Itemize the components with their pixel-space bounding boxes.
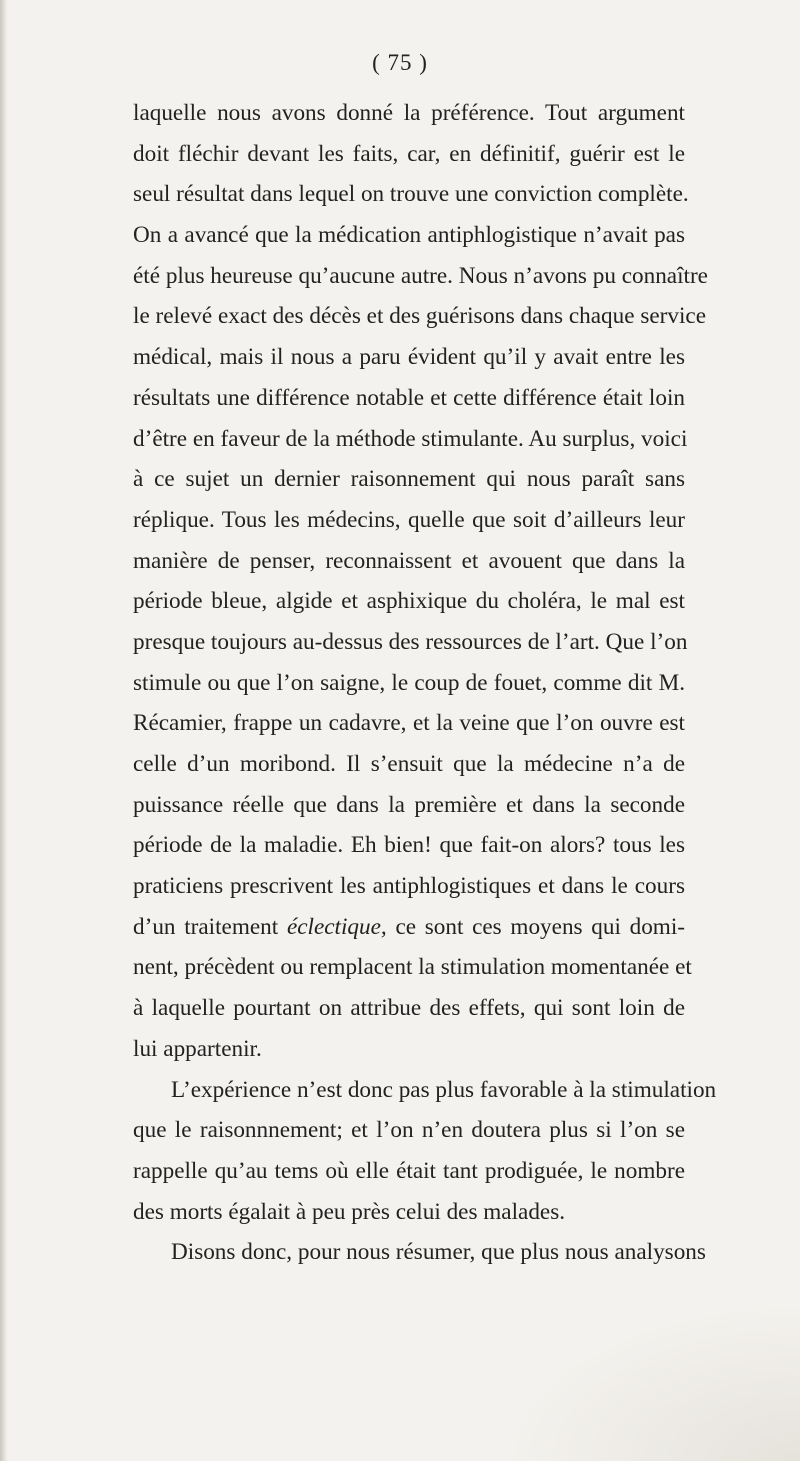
text-line: le relevé exact des décès et des guérisons dans chaque service — [133, 303, 706, 330]
text-line: réplique. Tous les médecins, quelle que soit d’ailleurs leur — [133, 506, 685, 533]
text-line: d’être en faveur de la méthode stimulante. Au surplus, voici — [133, 425, 688, 452]
text-line: période de la maladie. Eh bien! que fait-on alors? tous les — [133, 832, 685, 859]
text-line: rappelle qu’au tems où elle était tant prodiguée, le nombre — [133, 1157, 685, 1184]
text-line: presque toujours au-dessus des ressources de l’art. Que l’on — [133, 628, 688, 655]
text-line: Récamier, frappe un cadavre, et la veine que l’on ouvre est — [133, 710, 685, 737]
text-line-with-italic — [133, 907, 685, 948]
text-line: stimule ou que l’on saigne, le coup de fouet, comme dit M. — [133, 669, 685, 696]
text-line: celle d’un moribond. Il s’ensuit que la médecine n’a de — [133, 751, 685, 777]
paper-stain — [500, 1301, 800, 1461]
text-segment: ce sont ces moyens qui domi- — [395, 913, 686, 940]
text-line: que le raisonnnement; et l’on n’en doutera plus si l’on se — [133, 1117, 685, 1144]
text-line: période bleue, algide et asphixique du choléra, le mal est — [133, 588, 685, 615]
text-line: On a avancé que la médication antiphlogistique n’avait pas — [133, 222, 685, 249]
text-line: praticiens prescrivent les antiphlogistiques et dans le cours — [133, 873, 685, 900]
body-text — [133, 93, 717, 1273]
text-line: nent, précèdent ou remplacent la stimulation momentanée et — [133, 954, 692, 981]
paragraph-end-line: lui appartenir. — [133, 1035, 262, 1062]
paragraph-start-line: L’expérience n’est donc pas plus favorable à la stimulation — [171, 1076, 717, 1103]
text-line: médical, mais il nous a paru évident qu’il y avait entre les — [133, 344, 685, 371]
text-line: manière de penser, reconnaissent et avouent que dans la — [133, 547, 685, 574]
paragraph-end-line: des morts égalait à peu près celui des malades. — [133, 1198, 566, 1225]
text-line: puissance réelle que dans la première et dans la seconde — [133, 791, 685, 818]
paragraph-start-line: Disons donc, pour nous résumer, que plus nous analysons — [171, 1239, 706, 1266]
text-line: à laquelle pourtant on attribue des effets, qui sont loin de — [133, 995, 685, 1022]
text-line: seul résultat dans lequel on trouve une conviction complète. — [133, 181, 689, 208]
page-edge-shadow — [0, 0, 8, 1461]
text-line: doit fléchir devant les faits, car, en définitif, guérir est le — [133, 140, 685, 167]
text-line: été plus heureuse qu’aucune autre. Nous n’avons pu connaître — [133, 262, 708, 289]
text-segment: d’un traitement — [133, 913, 279, 940]
text-line: laquelle nous avons donné la préférence. Tout argument — [133, 100, 685, 126]
italic-word: éclectique, — [286, 913, 387, 940]
text-line: à ce sujet un dernier raisonnement qui nous paraît sans — [133, 466, 685, 493]
text-line: résultats une différence notable et cette différence était loin — [133, 384, 685, 411]
page-number: ( 75 ) — [372, 50, 428, 75]
